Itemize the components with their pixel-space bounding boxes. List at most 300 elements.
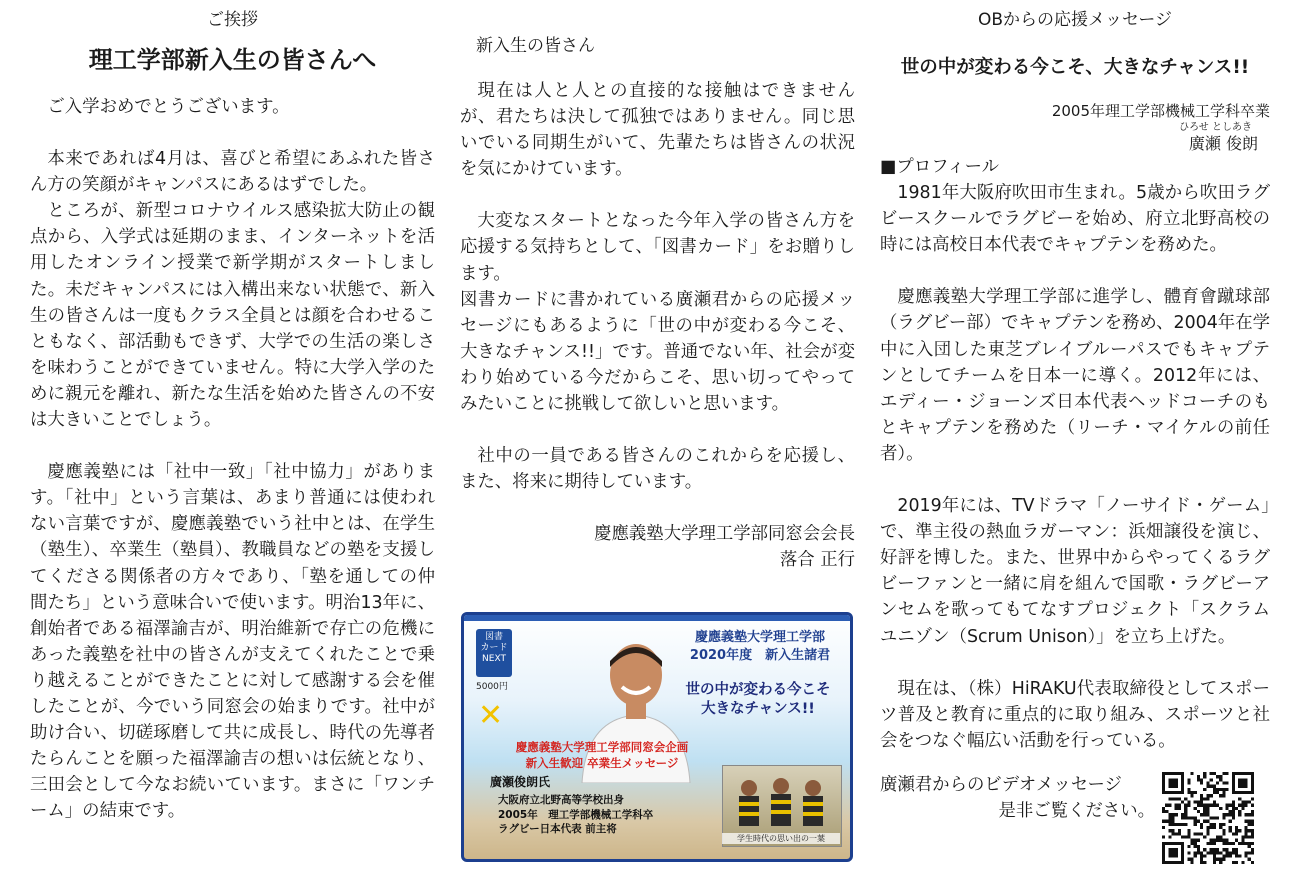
qr-module — [1248, 842, 1251, 845]
profile-heading: ■プロフィール — [880, 157, 1000, 177]
qr-module — [1203, 810, 1206, 813]
qr-module — [1235, 848, 1238, 851]
qr-module — [1168, 823, 1171, 826]
qr-module — [1206, 851, 1209, 854]
qr-module — [1232, 813, 1235, 816]
qr-module — [1235, 861, 1238, 864]
video-message-line: 廣瀬君からのビデオメッセージ — [880, 774, 1122, 795]
qr-module — [1238, 804, 1241, 807]
qr-module — [1194, 807, 1197, 810]
qr-module — [1222, 813, 1225, 816]
qr-module — [1200, 826, 1203, 829]
qr-module — [1225, 788, 1228, 791]
qr-module — [1194, 816, 1197, 819]
qr-module — [1200, 858, 1203, 861]
qr-module — [1225, 842, 1228, 845]
qr-module — [1219, 794, 1222, 797]
qr-module — [1248, 820, 1251, 823]
card-profile-line: ラグビー日本代表 前主将 — [498, 823, 617, 835]
greeting-title: 理工学部新入生の皆さんへ — [88, 46, 377, 74]
qr-module — [1200, 782, 1203, 785]
qr-module — [1248, 845, 1251, 848]
profile-paragraph: 現在は、（株）HiRAKU代表取締役としてスポーツ普及と教育に重点的に取り組み、スポーツと社会をつなぐ幅広い活動を行っている。 — [880, 678, 1270, 751]
qr-module — [1222, 816, 1225, 819]
qr-module — [1162, 826, 1165, 829]
qr-module — [1229, 854, 1232, 857]
qr-module — [1200, 823, 1203, 826]
qr-module — [1235, 829, 1238, 832]
qr-module — [1238, 778, 1248, 788]
qr-module — [1241, 835, 1244, 838]
qr-module — [1206, 804, 1209, 807]
greeting-paragraph: 慶應義塾には「社中一致」「社中協力」があります。「社中」という言葉は、あまり普通には使われない言葉ですが、慶應義塾でいう社中とは、在学生（塾生）、卒業生（塾員）、教職員などの塾を支援してくださる関係者の方々であり、「塾を通しての仲間たち」という意味合いで使います。明治13年に、創始者である福澤諭吉が、明治維新で存亡の危機にあった義塾を社中の皆さんが支えてくれたことで乗り越えることができたことに対して感謝する会を催したことが、今でいう同窓会の始まりです。社中が助け合い、切磋琢磨して共に成長し、時代の先導者たらんことを願った福澤諭吉の想いは伝統となり、三田会として今なお続いています。まさに「ワンチーム」の結束です。 — [30, 462, 435, 822]
qr-module — [1203, 854, 1206, 857]
qr-module — [1251, 813, 1254, 816]
qr-module — [1184, 816, 1187, 819]
qr-module — [1219, 861, 1222, 864]
library-card-image — [461, 612, 853, 862]
qr-module — [1197, 839, 1200, 842]
qr-module — [1187, 788, 1190, 791]
qr-module — [1172, 820, 1175, 823]
qr-module — [1210, 785, 1213, 788]
card-school-line: 慶應義塾大学理工学部 — [694, 630, 825, 645]
qr-module — [1244, 829, 1247, 832]
qr-module — [1200, 804, 1203, 807]
qr-module — [1225, 782, 1228, 785]
qr-module — [1225, 807, 1228, 810]
signature-name: 落合 正行 — [779, 550, 855, 571]
qr-module — [1178, 807, 1181, 810]
qr-module — [1251, 842, 1254, 845]
qr-module — [1213, 861, 1216, 864]
qr-module — [1175, 804, 1178, 807]
qr-module — [1225, 851, 1228, 854]
qr-module — [1194, 823, 1197, 826]
qr-module — [1222, 832, 1225, 835]
qr-module — [1178, 804, 1181, 807]
qr-code-icon[interactable] — [1162, 772, 1254, 864]
qr-module — [1219, 807, 1222, 810]
qr-module — [1232, 851, 1235, 854]
qr-module — [1178, 832, 1181, 835]
freshmen-paragraph: 図書カードに書かれている廣瀬君からの応援メッセージにもあるように「世の中が変わる今こそ、大きなチャンス!!」です。普通でない年、社会が変わり始めている今だからこそ、思い切ってやってみたいことに挑戦して欲しいと思います。 — [460, 289, 855, 415]
qr-module — [1187, 835, 1190, 838]
video-message-line: 是非ご覧ください。 — [998, 800, 1155, 821]
qr-module — [1213, 801, 1216, 804]
qr-module — [1197, 801, 1200, 804]
qr-module — [1197, 820, 1200, 823]
card-year-line: 2020年度 新入生諸君 — [689, 648, 831, 663]
qr-module — [1210, 816, 1213, 819]
qr-module — [1181, 823, 1184, 826]
card-slogan — [669, 681, 847, 719]
qr-module — [1206, 782, 1209, 785]
qr-module — [1222, 842, 1225, 845]
qr-module — [1168, 778, 1178, 788]
qr-module — [1172, 816, 1175, 819]
qr-module — [1168, 848, 1178, 858]
qr-module — [1229, 804, 1232, 807]
ob-name: 廣瀬 俊朗 — [1188, 134, 1258, 153]
qr-module — [1216, 791, 1219, 794]
tosho-card-logo — [476, 629, 512, 677]
qr-module — [1232, 842, 1235, 845]
ob-name-ruby: ひろせ としあき — [1179, 122, 1252, 133]
qr-module — [1229, 851, 1232, 854]
qr-module — [1168, 797, 1171, 800]
qr-module — [1219, 788, 1222, 791]
qr-module — [1191, 791, 1194, 794]
qr-module — [1244, 842, 1247, 845]
qr-module — [1244, 854, 1247, 857]
qr-module — [1184, 813, 1187, 816]
qr-module — [1216, 858, 1219, 861]
qr-module — [1197, 775, 1200, 778]
qr-module — [1194, 851, 1197, 854]
qr-module — [1178, 829, 1181, 832]
qr-module — [1248, 858, 1251, 861]
qr-module — [1187, 804, 1190, 807]
qr-module — [1248, 823, 1251, 826]
qr-module — [1203, 797, 1206, 800]
qr-module — [1216, 835, 1219, 838]
qr-module — [1213, 791, 1216, 794]
qr-module — [1232, 848, 1235, 851]
qr-module — [1216, 804, 1219, 807]
qr-module — [1244, 820, 1247, 823]
qr-module — [1216, 848, 1219, 851]
qr-module — [1244, 851, 1247, 854]
qr-module — [1251, 851, 1254, 854]
qr-module — [1200, 801, 1203, 804]
qr-module — [1248, 835, 1251, 838]
qr-module — [1244, 835, 1247, 838]
qr-module — [1251, 810, 1254, 813]
qr-module — [1210, 842, 1213, 845]
qr-module — [1191, 794, 1194, 797]
qr-module — [1222, 839, 1225, 842]
greeting-paragraph: 本来であれば4月は、喜びと希望にあふれた皆さん方の笑顔がキャンパスにあるはずでした。 — [30, 149, 435, 196]
card-person-name: 廣瀬俊朗氏 — [490, 775, 551, 789]
qr-module — [1244, 832, 1247, 835]
qr-module — [1210, 839, 1213, 842]
qr-module — [1219, 778, 1222, 781]
qr-module — [1232, 861, 1235, 864]
qr-module — [1187, 851, 1190, 854]
qr-module — [1251, 832, 1254, 835]
qr-module — [1184, 797, 1187, 800]
qr-module — [1232, 810, 1235, 813]
qr-module — [1168, 813, 1171, 816]
qr-module — [1235, 854, 1238, 857]
qr-module — [1213, 842, 1216, 845]
column-greeting — [30, 0, 435, 824]
card-plan-line: 新入生歓迎 卒業生メッセージ — [525, 756, 679, 770]
qr-module — [1225, 772, 1228, 775]
qr-module — [1213, 854, 1216, 857]
qr-module — [1229, 820, 1232, 823]
column-freshmen — [460, 0, 855, 574]
qr-module — [1229, 813, 1232, 816]
qr-module — [1219, 835, 1222, 838]
qr-module — [1172, 829, 1175, 832]
qr-module — [1219, 823, 1222, 826]
qr-module — [1216, 775, 1219, 778]
team-photo-figures — [723, 766, 841, 834]
qr-module — [1251, 848, 1254, 851]
qr-module — [1219, 775, 1222, 778]
qr-module — [1248, 813, 1251, 816]
qr-module — [1251, 797, 1254, 800]
qr-module — [1194, 820, 1197, 823]
qr-module — [1213, 788, 1216, 791]
qr-module — [1222, 848, 1225, 851]
qr-module — [1168, 829, 1171, 832]
qr-module — [1175, 807, 1178, 810]
qr-module — [1244, 804, 1247, 807]
qr-module — [1206, 807, 1209, 810]
qr-module — [1229, 842, 1232, 845]
qr-module — [1168, 820, 1171, 823]
qr-module — [1210, 772, 1213, 775]
qr-module — [1168, 816, 1171, 819]
qr-module — [1206, 794, 1209, 797]
greeting-paragraph: ご入学おめでとうございます。 — [47, 97, 290, 117]
qr-module — [1206, 810, 1209, 813]
qr-module — [1191, 772, 1194, 775]
qr-module — [1197, 848, 1200, 851]
qr-module — [1200, 778, 1203, 781]
qr-module — [1175, 797, 1178, 800]
qr-module — [1251, 835, 1254, 838]
qr-module — [1200, 797, 1203, 800]
qr-module — [1210, 851, 1213, 854]
qr-module — [1203, 775, 1206, 778]
qr-module — [1184, 807, 1187, 810]
qr-module — [1181, 801, 1184, 804]
qr-module — [1222, 854, 1225, 857]
qr-module — [1187, 858, 1190, 861]
qr-module — [1229, 829, 1232, 832]
qr-module — [1172, 832, 1175, 835]
qr-module — [1213, 848, 1216, 851]
qr-module — [1244, 813, 1247, 816]
qr-module — [1238, 813, 1241, 816]
qr-module — [1244, 801, 1247, 804]
freshmen-paragraph: 大変なスタートとなった今年入学の皆さん方を応援する気持ちとして、「図書カード」をお贈りします。 — [460, 211, 855, 284]
card-slogan-line: 世の中が変わる今こそ — [685, 682, 831, 698]
qr-module — [1235, 807, 1238, 810]
card-plan-line: 慶應義塾大学理工学部同窓会企画 — [515, 740, 689, 754]
qr-module — [1194, 839, 1197, 842]
qr-module — [1222, 823, 1225, 826]
qr-module — [1222, 772, 1225, 775]
qr-module — [1200, 794, 1203, 797]
qr-module — [1206, 797, 1209, 800]
qr-module — [1181, 816, 1184, 819]
qr-module — [1225, 804, 1228, 807]
qr-module — [1213, 816, 1216, 819]
card-school-name — [672, 629, 848, 665]
qr-module — [1213, 772, 1216, 775]
qr-module — [1194, 842, 1197, 845]
card-profile — [498, 793, 653, 837]
qr-module — [1172, 813, 1175, 816]
qr-module — [1197, 778, 1200, 781]
qr-module — [1203, 848, 1206, 851]
qr-module — [1200, 832, 1203, 835]
qr-module — [1187, 782, 1190, 785]
qr-module — [1184, 804, 1187, 807]
qr-module — [1181, 835, 1184, 838]
qr-module — [1191, 858, 1194, 861]
qr-module — [1165, 820, 1168, 823]
qr-module — [1238, 842, 1241, 845]
qr-module — [1216, 839, 1219, 842]
qr-module — [1210, 794, 1213, 797]
qr-module — [1210, 778, 1213, 781]
qr-module — [1251, 829, 1254, 832]
qr-module — [1219, 858, 1222, 861]
qr-module — [1216, 788, 1219, 791]
qr-module — [1165, 804, 1168, 807]
qr-module — [1213, 826, 1216, 829]
qr-module — [1248, 851, 1251, 854]
qr-module — [1210, 804, 1213, 807]
qr-module — [1197, 832, 1200, 835]
qr-module — [1181, 813, 1184, 816]
qr-module — [1184, 810, 1187, 813]
qr-module — [1203, 804, 1206, 807]
qr-module — [1213, 851, 1216, 854]
card-profile-line: 2005年 理工学部機械工学科卒 — [498, 808, 654, 821]
qr-module — [1165, 810, 1168, 813]
qr-module — [1203, 861, 1206, 864]
qr-module — [1216, 816, 1219, 819]
qr-module — [1206, 820, 1209, 823]
card-slogan-line: 大きなチャンス!! — [701, 701, 815, 717]
qr-module — [1219, 839, 1222, 842]
qr-module — [1219, 826, 1222, 829]
card-plan — [472, 739, 732, 771]
qr-module — [1248, 829, 1251, 832]
qr-module — [1187, 778, 1190, 781]
qr-module — [1194, 801, 1197, 804]
qr-module — [1194, 845, 1197, 848]
qr-module — [1175, 813, 1178, 816]
qr-module — [1162, 820, 1165, 823]
qr-module — [1216, 782, 1219, 785]
greeting-paragraph: ところが、新型コロナウイルス感染拡大防止の観点から、入学式は延期のまま、インターネットを活用したオンライン授業で新学期がスタートしました。未だキャンパスには入構出来ない状態で、新入生の皆さんは一度もクラス全員とは顔を合わせることもなく、部活動もできず、大学での生活の楽しさを味わうことができていません。特に大学入学のために親元を離れ、新たな生活を始めた皆さんの不安は大きいことでしょう。 — [30, 201, 435, 431]
qr-module — [1238, 854, 1241, 857]
qr-module — [1203, 807, 1206, 810]
qr-module — [1203, 772, 1206, 775]
qr-module — [1194, 791, 1197, 794]
qr-module — [1241, 807, 1244, 810]
qr-module — [1213, 839, 1216, 842]
qr-module — [1222, 791, 1225, 794]
qr-module — [1175, 832, 1178, 835]
qr-module — [1172, 823, 1175, 826]
qr-module — [1200, 813, 1203, 816]
qr-module — [1235, 851, 1238, 854]
qr-module — [1197, 804, 1200, 807]
qr-module — [1213, 823, 1216, 826]
freshmen-paragraph: 現在は人と人との直接的な接触はできませんが、君たちは決して孤独ではありません。同じ思いでいる同期生がいて、先輩たちは皆さんの状況を気にかけています。 — [460, 81, 855, 180]
video-message — [880, 772, 1155, 824]
column-ob-message — [880, 0, 1270, 824]
qr-module — [1210, 823, 1213, 826]
qr-module — [1184, 835, 1187, 838]
qr-module — [1225, 854, 1228, 857]
qr-module — [1241, 801, 1244, 804]
qr-module — [1175, 823, 1178, 826]
qr-module — [1213, 858, 1216, 861]
qr-module — [1206, 826, 1209, 829]
qr-module — [1187, 832, 1190, 835]
qr-module — [1238, 829, 1241, 832]
qr-module — [1219, 851, 1222, 854]
qr-module — [1178, 823, 1181, 826]
profile-paragraph: 1981年大阪府吹田市生まれ。5歳から吹田ラグビースクールでラグビーを始め、府立北野高校の時には高校日本代表でキャプテンを務めた。 — [880, 183, 1270, 256]
greeting-label: ご挨拶 — [207, 10, 258, 30]
qr-module — [1191, 842, 1194, 845]
qr-module — [1235, 832, 1238, 835]
qr-module — [1203, 788, 1206, 791]
qr-module — [1241, 861, 1244, 864]
qr-module — [1251, 861, 1254, 864]
qr-module — [1206, 785, 1209, 788]
qr-module — [1191, 861, 1194, 864]
profile-paragraph: 2019年には、TVドラマ「ノーサイド・ゲーム」で、準主役の熱血ラガーマン：浜畑譲役を演じ、好評を博した。また、世界中からやってくるラグビーファンと一緒に肩を組んで国歌・ラグビーアンセムを歌ってもてなすプロジェクト「スクラムユニゾン（Scrum Unison）」を立ち上げた。 — [880, 496, 1270, 647]
qr-module — [1206, 842, 1209, 845]
qr-module — [1187, 845, 1190, 848]
qr-module — [1210, 826, 1213, 829]
qr-module — [1232, 801, 1235, 804]
ob-label: OBからの応援メッセージ — [977, 10, 1173, 30]
qr-module — [1232, 804, 1235, 807]
signature-organization: 慶應義塾大学理工学部同窓会会長 — [594, 524, 855, 545]
qr-module — [1235, 826, 1238, 829]
ob-graduation: 2005年理工学部機械工学科卒業 — [1051, 102, 1270, 120]
qr-module — [1191, 816, 1194, 819]
qr-module — [1229, 810, 1232, 813]
qr-module — [1168, 804, 1171, 807]
qr-module — [1241, 839, 1244, 842]
qr-module — [1187, 801, 1190, 804]
tosho-card-logo-text: 図書 カード NEXT — [480, 632, 508, 664]
qr-module — [1232, 832, 1235, 835]
ob-title: 世の中が変わる今こそ、大きなチャンス!! — [900, 57, 1250, 78]
qr-module — [1162, 835, 1165, 838]
qr-module — [1162, 807, 1165, 810]
qr-module — [1216, 851, 1219, 854]
qr-module — [1200, 854, 1203, 857]
qr-module — [1210, 848, 1213, 851]
freshmen-paragraph: 社中の一員である皆さんのこれからを応援し、また、将来に期待しています。 — [460, 446, 855, 493]
qr-module — [1225, 848, 1228, 851]
card-profile-line: 大阪府立北野高等学校出身 — [498, 794, 624, 806]
qr-module — [1197, 845, 1200, 848]
qr-module — [1187, 829, 1190, 832]
qr-module — [1203, 813, 1206, 816]
card-price: 5000円 — [476, 682, 508, 692]
qr-module — [1251, 820, 1254, 823]
qr-module — [1251, 823, 1254, 826]
qr-module — [1235, 839, 1238, 842]
qr-module — [1203, 835, 1206, 838]
